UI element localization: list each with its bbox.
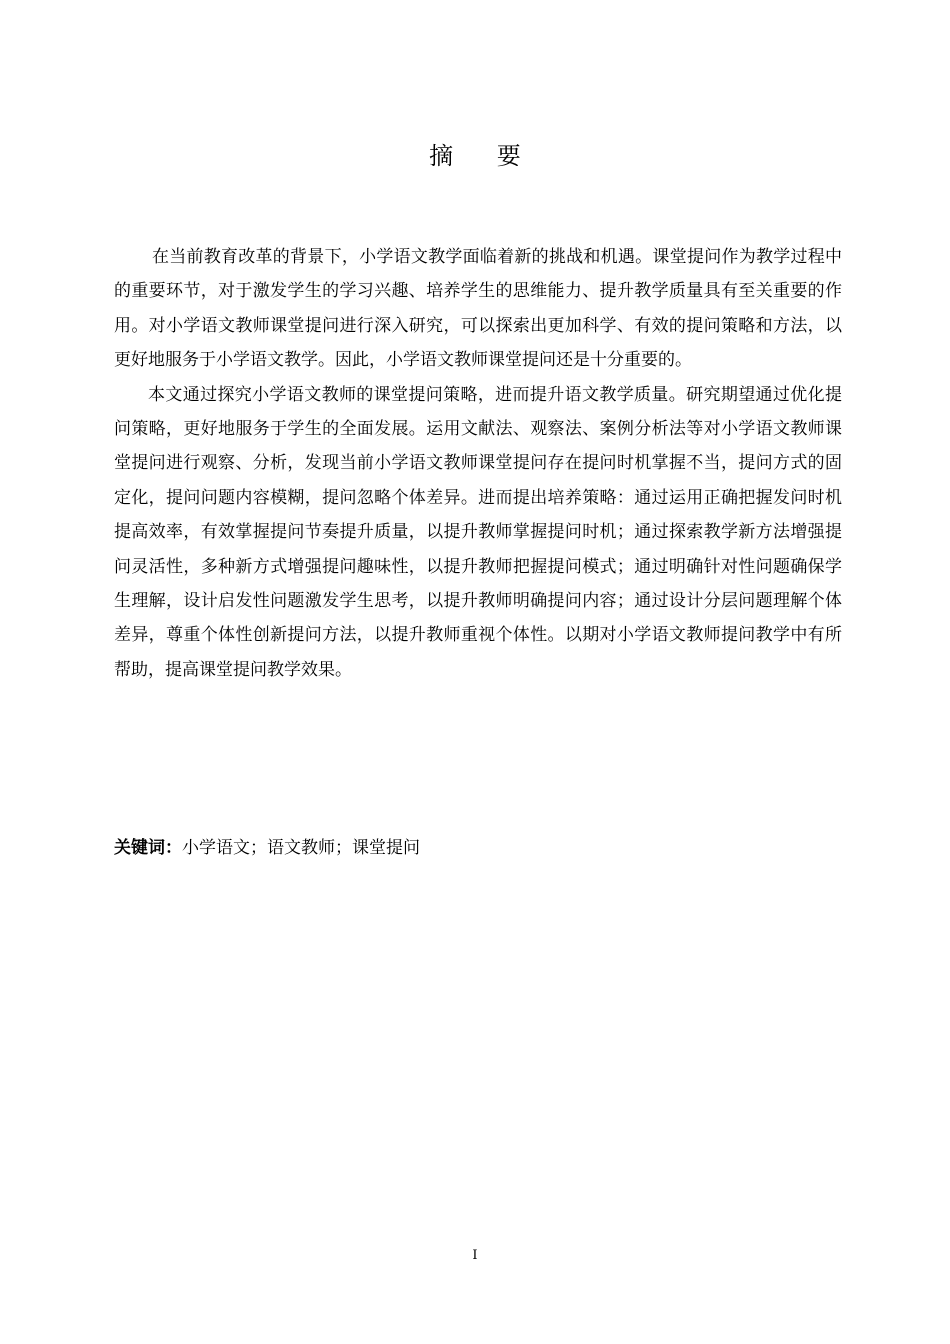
page-number: I [472,1248,478,1263]
abstract-paragraph-2: 本文通过探究小学语文教师的课堂提问策略，进而提升语文教学质量。研究期望通过优化提问策略，更好地服务于学生的全面发展。运用文献法、观察法、案例分析法等对小学语文教师课堂提问进行观察、分析，发现当前小学语文教师课堂提问存在提问时机掌握不当，提问方式的固定化，提问问题内容模糊，提问忽略个体差异。进而提出培养策略：通过运用正确把握发问时机提高效率，有效掌握提问节奏提升质量，以提升教师掌握提问时机；通过探索教学新方法增强提问灵活性，多种新方式增强提问趣味性，以提升教师把握提问模式；通过明确针对性问题确保学生理解，设计启发性问题激发学生思考，以提升教师明确提问内容；通过设计分层问题理解个体差异，尊重个体性创新提问方法，以提升教师重视个体性。以期对小学语文教师提问教学中有所帮助，提高课堂提问教学效果。 [114,384,842,680]
keywords-line [114,834,842,862]
page-title: 摘 要 [429,142,539,171]
abstract-body [114,240,842,687]
abstract-paragraph-1: 在当前教育改革的背景下，小学语文教学面临着新的挑战和机遇。课堂提问作为教学过程中的重要环节，对于激发学生的学习兴趣、培养学生的思维能力、提升教学质量具有至关重要的作用。对小学语文教师课堂提问进行深入研究，可以探索出更加科学、有效的提问策略和方法，以更好地服务于小学语文教学。因此，小学语文教师课堂提问还是十分重要的。 [114,247,842,371]
keywords-label: 关键词： [114,838,182,858]
keywords-text: 小学语文；语文教师；课堂提问 [182,838,420,858]
